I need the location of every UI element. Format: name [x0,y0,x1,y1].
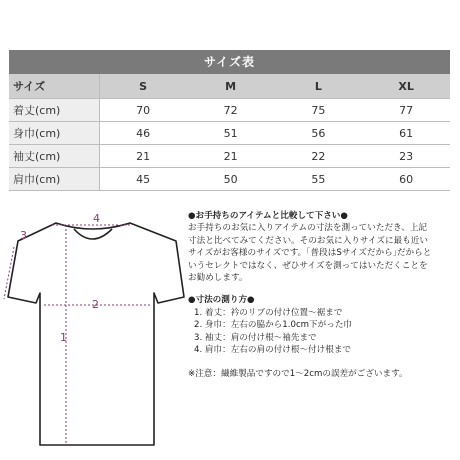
table-row [9,168,450,191]
compare-line: 寸法と比べてみてください。そのお気に入りサイズに最も近い [188,235,428,246]
dimension-label-4: 4 [93,212,100,225]
table-cell: 21 [99,145,187,168]
size-header-s: S [99,74,187,99]
tshirt-outline-icon [0,205,185,450]
list-item: 2. 身巾：左右の脇から1.0cm下がった巾 [194,320,353,331]
measure-list [188,307,456,357]
size-header-label: サイズ [9,74,99,99]
size-table-header-row [9,74,450,99]
dimension-label-2: 2 [92,298,99,311]
table-cell: 75 [275,99,363,122]
table-row [9,145,450,168]
tshirt-measurement-diagram [0,205,185,450]
table-cell: 51 [187,122,275,145]
caution-note: ※注意：繊維製品ですので1〜2cmの誤差がございます。 [188,369,408,380]
table-cell: 46 [99,122,187,145]
list-item: 4. 肩巾：左右の肩の付け根〜付け根まで [194,345,352,356]
compare-line: サイズがお客様のサイズです。｢普段はSサイズだから｣だからと [188,248,432,259]
table-cell: 45 [99,168,187,191]
size-header-m: M [187,74,275,99]
row-label: 肩巾(cm) [9,168,99,191]
size-chart [9,50,450,191]
tshirt-outline [8,223,184,445]
dimension-label-3: 3 [20,229,27,242]
compare-line: いうセレクトではなく、ぜひサイズを測ってはいただくことを [188,260,428,271]
tshirt-collar [74,229,112,239]
size-chart-title: サイズ表 [9,50,450,74]
table-cell: 21 [187,145,275,168]
size-table [9,74,450,191]
compare-line: お手持ちのお気に入りアイテムの寸法を測っていただき、上記 [188,223,428,234]
measure-heading: ●寸法の測り方● [188,295,255,306]
row-label: 着丈(cm) [9,99,99,122]
table-cell: 55 [275,168,363,191]
compare-line: お勧めします。 [188,273,248,284]
table-cell: 23 [362,145,450,168]
list-item: 1. 着丈：衿のリブの付け位置〜裾まで [194,307,343,318]
table-cell: 61 [362,122,450,145]
table-cell: 60 [362,168,450,191]
dimension-label-1: 1 [60,331,67,344]
size-header-l: L [275,74,363,99]
list-item: 3. 袖丈：肩の付け根〜袖先まで [194,332,317,343]
table-cell: 56 [275,122,363,145]
row-label: 袖丈(cm) [9,145,99,168]
table-row [9,122,450,145]
table-cell: 70 [99,99,187,122]
table-cell: 72 [187,99,275,122]
compare-heading: ●お手持ちのアイテムと比較して下さい● [188,211,348,221]
row-label: 身巾(cm) [9,122,99,145]
table-row [9,99,450,122]
table-cell: 22 [275,145,363,168]
measurement-notes [188,210,456,381]
table-cell: 77 [362,99,450,122]
table-cell: 50 [187,168,275,191]
size-header-xl: XL [362,74,450,99]
